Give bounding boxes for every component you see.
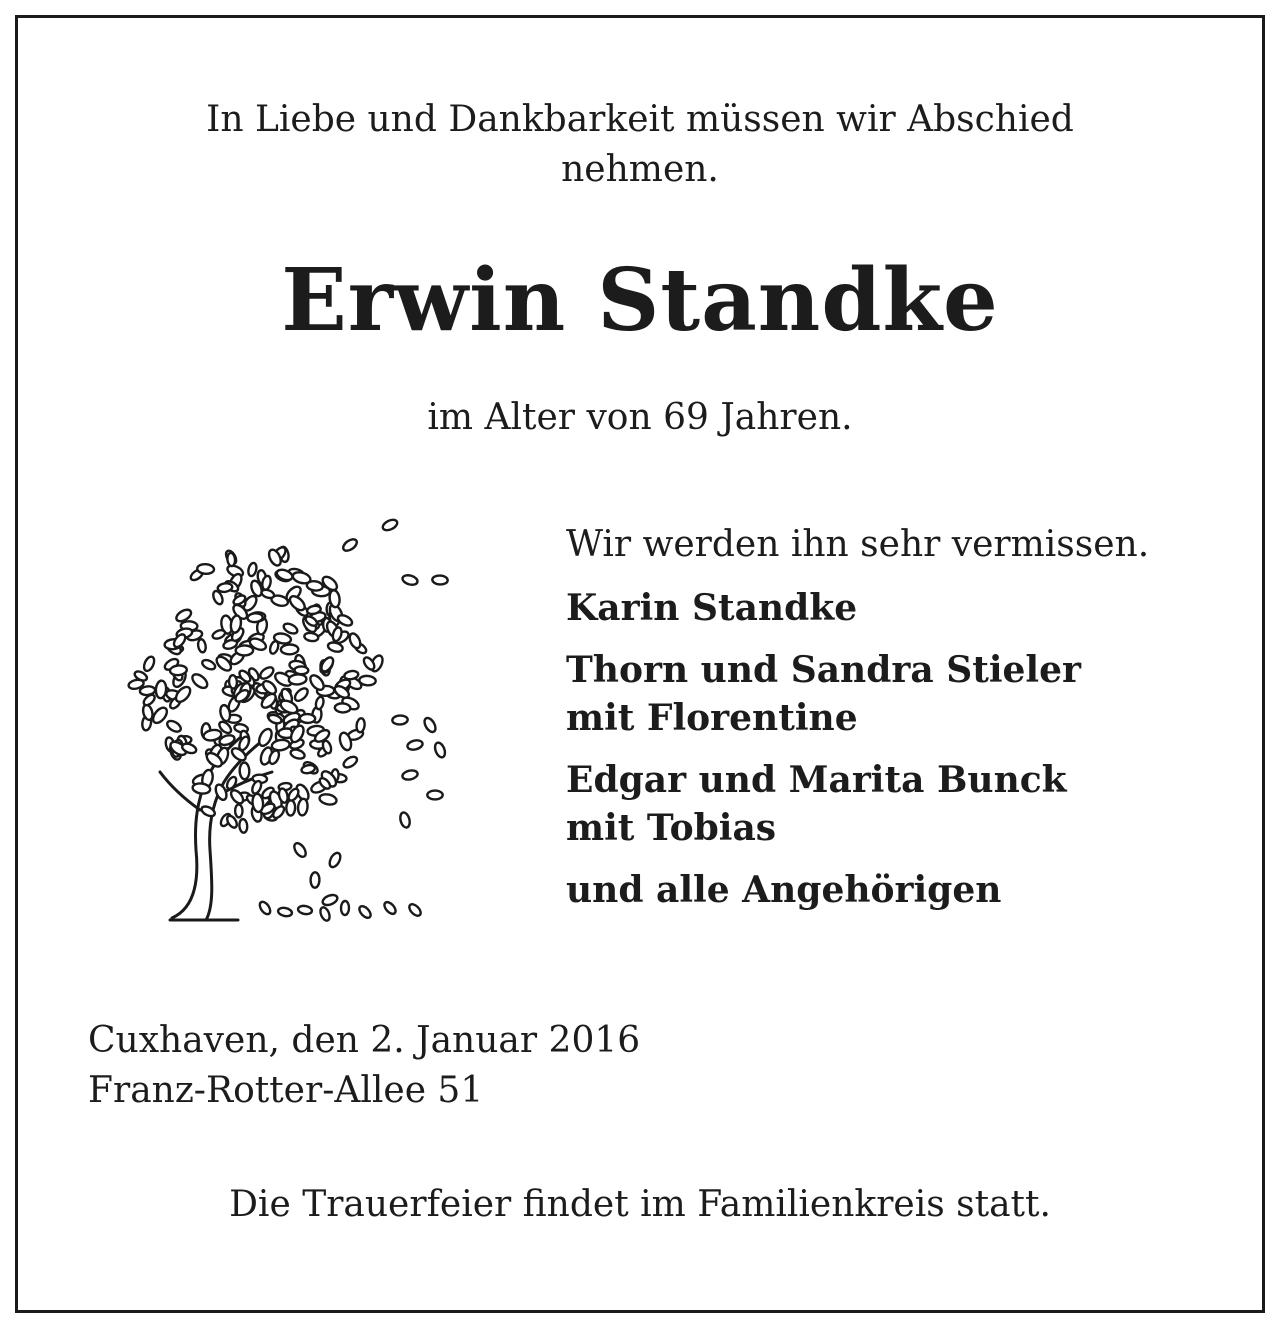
intro-text: [0, 95, 1280, 195]
mourner-bunck: Edgar und Marita Bunck mit Tobias: [566, 759, 1067, 849]
place-date: Cuxhaven, den 2. Januar 2016: [88, 1020, 641, 1061]
address: Franz-Rotter-Allee 51: [88, 1070, 484, 1111]
mourner-karin: Karin Standke: [566, 587, 858, 629]
deceased-name: Erwin Standke: [281, 250, 999, 351]
mourner-stieler: Thorn und Sandra Stieler mit Florentine: [566, 649, 1081, 739]
age-text: im Alter von 69 Jahren.: [427, 397, 853, 438]
place-and-address: [88, 1016, 640, 1116]
intro-line-1: In Liebe und Dankbarkeit müssen wir Abschied: [206, 99, 1074, 140]
funeral-note: Die Trauerfeier findet im Familienkreis statt.: [229, 1184, 1051, 1225]
mourners-block: [566, 520, 1246, 928]
windblown-tree-icon: [110, 510, 470, 930]
miss-text: Wir werden ihn sehr vermissen.: [566, 524, 1150, 565]
mourner-relatives: und alle Angehörigen: [566, 869, 1002, 911]
intro-line-2: nehmen.: [561, 149, 719, 190]
